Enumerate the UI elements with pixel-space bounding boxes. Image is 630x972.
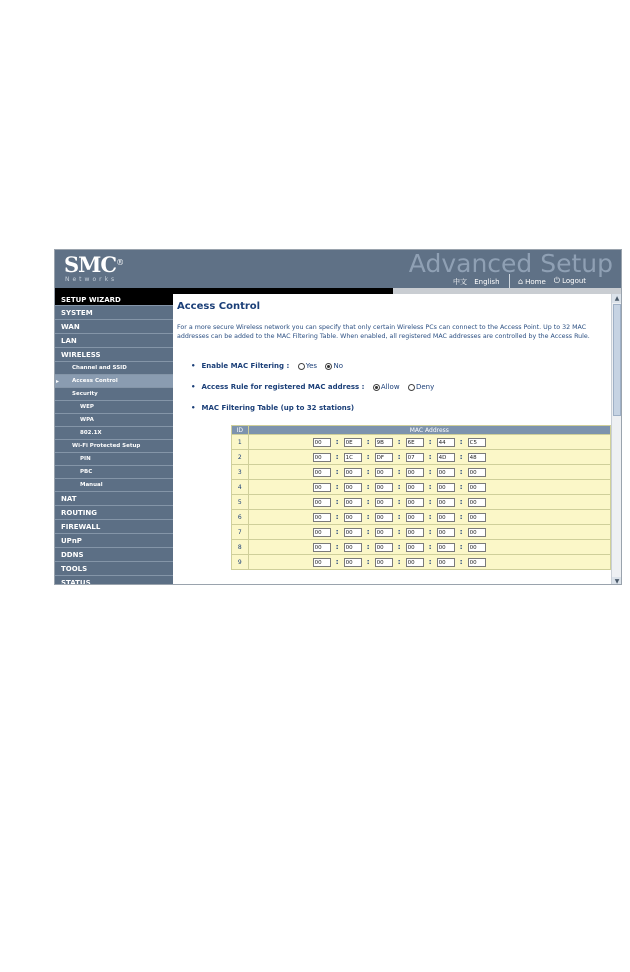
mac-octet-input[interactable]: 00 (437, 558, 455, 567)
mac-separator: : (397, 528, 401, 536)
mac-octet-input[interactable]: 00 (344, 513, 362, 522)
mac-separator: : (459, 558, 463, 566)
mac-separator: : (366, 513, 370, 521)
mac-separator: : (366, 528, 370, 536)
mac-octet-input[interactable]: 1C (344, 453, 362, 462)
sidebar-item-nat[interactable]: NAT (55, 492, 173, 506)
mac-octet-input[interactable]: 00 (437, 498, 455, 507)
vertical-scrollbar[interactable] (611, 294, 622, 585)
mac-address-fields (248, 525, 610, 540)
mac-octet-input[interactable]: 00 (344, 528, 362, 537)
mac-octet-input[interactable]: 00 (313, 558, 331, 567)
sidebar-item-label: Access Control (72, 378, 118, 384)
mac-octet-input[interactable]: 00 (468, 558, 486, 567)
mac-separator: : (366, 543, 370, 551)
mac-separator: : (428, 453, 432, 461)
sidebar-item-wep[interactable]: WEP (55, 401, 173, 414)
table-row (232, 525, 611, 540)
mac-separator: : (366, 453, 370, 461)
enable-mac-filtering-label: Enable MAC Filtering : (201, 362, 290, 370)
mac-separator: : (397, 468, 401, 476)
mac-separator: : (366, 498, 370, 506)
mac-octet-input[interactable]: 6E (406, 438, 424, 447)
mac-octet-input[interactable]: 00 (437, 513, 455, 522)
mac-separator: : (459, 543, 463, 551)
sidebar-item-firewall[interactable]: FIREWALL (55, 520, 173, 534)
mac-octet-input[interactable]: 00 (313, 438, 331, 447)
mac-octet-input[interactable]: 00 (375, 513, 393, 522)
mac-octet-input[interactable]: 00 (344, 543, 362, 552)
home-link[interactable]: ⌂ Home (518, 276, 546, 286)
mac-separator: : (366, 483, 370, 491)
mac-separator: : (397, 543, 401, 551)
sidebar-item-status[interactable]: STATUS (55, 576, 173, 585)
mac-separator: : (335, 483, 339, 491)
sidebar-item-8021x[interactable]: 802.1X (55, 427, 173, 440)
active-arrow-icon: ▸ (56, 378, 60, 385)
access-rule-label: Access Rule for registered MAC address : (201, 383, 365, 391)
mac-octet-input[interactable]: 00 (406, 483, 424, 492)
mac-address-fields (248, 495, 610, 510)
mac-filtering-table (231, 425, 611, 570)
sidebar-item-setup-wizard[interactable]: SETUP WIZARD (55, 294, 173, 306)
mac-separator: : (335, 498, 339, 506)
home-icon: ⌂ (518, 276, 524, 286)
mac-octet-input[interactable]: 00 (344, 483, 362, 492)
mac-octet-input[interactable]: 00 (437, 543, 455, 552)
mac-octet-input[interactable]: 00 (313, 513, 331, 522)
mac-separator: : (428, 468, 432, 476)
table-row (232, 495, 611, 510)
mac-octet-input[interactable]: 00 (313, 528, 331, 537)
sidebar-item-upnp[interactable]: UPnP (55, 534, 173, 548)
language-switch (453, 277, 505, 287)
mac-separator: : (459, 513, 463, 521)
mac-octet-input[interactable]: 00 (437, 483, 455, 492)
mac-separator: : (397, 438, 401, 446)
mac-octet-input[interactable]: 00 (344, 468, 362, 477)
mac-separator: : (428, 498, 432, 506)
mac-octet-input[interactable]: 00 (313, 498, 331, 507)
mac-separator: : (397, 453, 401, 461)
logout-link[interactable]: ⏻ Logout (553, 276, 587, 285)
mac-octet-input[interactable]: 00 (437, 468, 455, 477)
mac-table-label: MAC Filtering Table (up to 32 stations) (201, 404, 355, 412)
language-chinese-link[interactable]: 中文 (453, 278, 467, 286)
mac-octet-input[interactable]: 00 (313, 483, 331, 492)
mac-separator: : (335, 513, 339, 521)
mac-address-fields (248, 510, 610, 525)
mac-octet-input[interactable]: 07 (406, 453, 424, 462)
mac-separator: : (428, 558, 432, 566)
mac-address-fields (248, 540, 610, 555)
mac-octet-input[interactable]: 00 (313, 543, 331, 552)
rule-deny-radio[interactable] (408, 384, 415, 391)
sidebar-item-access-control[interactable] (55, 375, 173, 388)
mac-octet-input[interactable]: 00 (406, 543, 424, 552)
mac-octet-input[interactable]: 48 (468, 453, 486, 462)
mac-octet-input[interactable]: 00 (406, 498, 424, 507)
sidebar-item-wan[interactable]: WAN (55, 320, 173, 334)
mac-separator: : (366, 438, 370, 446)
mac-octet-input[interactable]: 00 (468, 528, 486, 537)
enable-yes-radio[interactable] (298, 363, 305, 370)
row-id: 4 (232, 480, 249, 495)
table-row (232, 480, 611, 495)
sidebar (55, 294, 173, 585)
mac-separator: : (459, 468, 463, 476)
browser-screenshot (54, 249, 622, 585)
mac-octet-input[interactable]: 4D (437, 453, 455, 462)
mac-separator: : (428, 483, 432, 491)
mac-separator: : (335, 438, 339, 446)
mac-octet-input[interactable]: 00 (406, 513, 424, 522)
row-id: 5 (232, 495, 249, 510)
logout-icon: ⏻ (553, 276, 561, 285)
mac-octet-input[interactable]: 00 (406, 468, 424, 477)
mac-octet-input[interactable]: 00 (468, 468, 486, 477)
table-header-row (232, 426, 611, 435)
mac-address-fields (248, 450, 610, 465)
sidebar-item-lan[interactable]: LAN (55, 334, 173, 348)
mac-octet-input[interactable]: 00 (406, 558, 424, 567)
row-id: 2 (232, 450, 249, 465)
mac-separator: : (428, 513, 432, 521)
page-description: For a more secure Wireless network you can specify that only certain Wireless PCs can connect to the Access Point. Up to 32 MAC addresses can be added to the MAC Filtering Table. When enabled, all registered MAC addresses are controlled by the Access Rule. (177, 324, 590, 340)
mac-separator: : (459, 453, 463, 461)
rule-deny-option[interactable]: Deny (408, 383, 434, 391)
mac-octet-input[interactable]: C5 (468, 438, 486, 447)
mac-separator: : (366, 558, 370, 566)
sidebar-item-wpa[interactable]: WPA (55, 414, 173, 427)
sidebar-item-ddns[interactable]: DDNS (55, 548, 173, 562)
page-title: Access Control (177, 301, 261, 312)
mac-octet-input[interactable]: 00 (437, 528, 455, 537)
mac-octet-input[interactable]: 00 (313, 468, 331, 477)
main-content (173, 294, 611, 585)
mac-octet-input[interactable]: 00 (344, 558, 362, 567)
access-rule-row (191, 383, 434, 391)
enable-no-radio[interactable] (325, 363, 332, 370)
table-row (232, 435, 611, 450)
mac-separator: : (366, 468, 370, 476)
sidebar-item-pbc[interactable]: PBC (55, 466, 173, 479)
mac-separator: : (335, 453, 339, 461)
sidebar-item-pin[interactable]: PIN (55, 453, 173, 466)
mac-address-fields (248, 480, 610, 495)
rule-allow-option[interactable]: Allow (373, 383, 400, 391)
table-row (232, 510, 611, 525)
sidebar-item-wps[interactable]: Wi-Fi Protected Setup (55, 440, 173, 453)
mac-separator: : (459, 483, 463, 491)
bullet-icon: • (191, 362, 196, 370)
sidebar-item-security[interactable]: Security (55, 388, 173, 401)
row-id: 1 (232, 435, 249, 450)
header (55, 250, 621, 288)
mac-octet-input[interactable]: 00 (375, 468, 393, 477)
mac-octet-input[interactable]: 00 (468, 543, 486, 552)
sidebar-item-manual[interactable]: Manual (55, 479, 173, 492)
mac-separator: : (428, 528, 432, 536)
sidebar-item-tools[interactable]: TOOLS (55, 562, 173, 576)
mac-octet-input[interactable]: 00 (468, 498, 486, 507)
mac-octet-input[interactable]: 00 (375, 558, 393, 567)
sidebar-item-wireless[interactable]: WIRELESS (55, 348, 173, 362)
top-nav (509, 274, 617, 288)
table-row (232, 555, 611, 570)
mac-separator: : (397, 498, 401, 506)
mac-octet-input[interactable]: 00 (375, 498, 393, 507)
bullet-icon: • (191, 404, 196, 412)
mac-separator: : (397, 558, 401, 566)
mac-octet-input[interactable]: 00 (468, 513, 486, 522)
mac-address-fields (248, 555, 610, 570)
row-id: 6 (232, 510, 249, 525)
mac-octet-input[interactable]: 00 (375, 483, 393, 492)
table-row (232, 450, 611, 465)
mac-octet-input[interactable]: 00 (344, 498, 362, 507)
sidebar-item-routing[interactable]: ROUTING (55, 506, 173, 520)
mac-separator: : (428, 438, 432, 446)
mac-octet-input[interactable]: DF (375, 453, 393, 462)
table-row (232, 540, 611, 555)
bullet-icon: • (191, 383, 196, 391)
rule-allow-radio[interactable] (373, 384, 380, 391)
mac-separator: : (459, 498, 463, 506)
row-id: 3 (232, 465, 249, 480)
mac-table-heading (191, 404, 354, 412)
mac-octet-input[interactable]: 00 (375, 528, 393, 537)
sidebar-item-channel-ssid[interactable]: Channel and SSID (55, 362, 173, 375)
enable-mac-filtering-row (191, 362, 343, 370)
mac-octet-input[interactable]: 00 (375, 543, 393, 552)
mac-separator: : (335, 543, 339, 551)
mac-separator: : (428, 543, 432, 551)
mac-separator: : (335, 558, 339, 566)
mac-separator: : (459, 528, 463, 536)
sidebar-item-system[interactable]: SYSTEM (55, 306, 173, 320)
advanced-setup-banner: Advanced Setup (408, 249, 613, 278)
mac-separator: : (335, 468, 339, 476)
scroll-down-icon[interactable]: ▼ (612, 577, 622, 585)
logo-subtitle: Networks (65, 276, 118, 283)
row-id: 8 (232, 540, 249, 555)
mac-octet-input[interactable]: 00 (313, 453, 331, 462)
scroll-up-icon[interactable]: ▲ (612, 294, 622, 303)
mac-separator: : (397, 483, 401, 491)
smc-logo: SMC® (64, 252, 124, 277)
row-id: 7 (232, 525, 249, 540)
mac-octet-input[interactable]: 9B (375, 438, 393, 447)
enable-no-option[interactable]: No (325, 362, 343, 370)
mac-octet-input[interactable]: 00 (406, 528, 424, 537)
table-row (232, 465, 611, 480)
mac-address-fields (248, 435, 610, 450)
language-english-link[interactable]: English (474, 278, 500, 286)
mac-separator: : (459, 438, 463, 446)
mac-octet-input[interactable]: 0E (344, 438, 362, 447)
mac-separator: : (335, 528, 339, 536)
table-header-id: ID (232, 426, 249, 435)
mac-separator: : (397, 513, 401, 521)
mac-octet-input[interactable]: 44 (437, 438, 455, 447)
scroll-thumb[interactable] (613, 304, 621, 416)
mac-address-fields (248, 465, 610, 480)
mac-octet-input[interactable]: 00 (468, 483, 486, 492)
row-id: 9 (232, 555, 249, 570)
enable-yes-option[interactable]: Yes (298, 362, 317, 370)
table-header-mac: MAC Address (248, 426, 610, 435)
